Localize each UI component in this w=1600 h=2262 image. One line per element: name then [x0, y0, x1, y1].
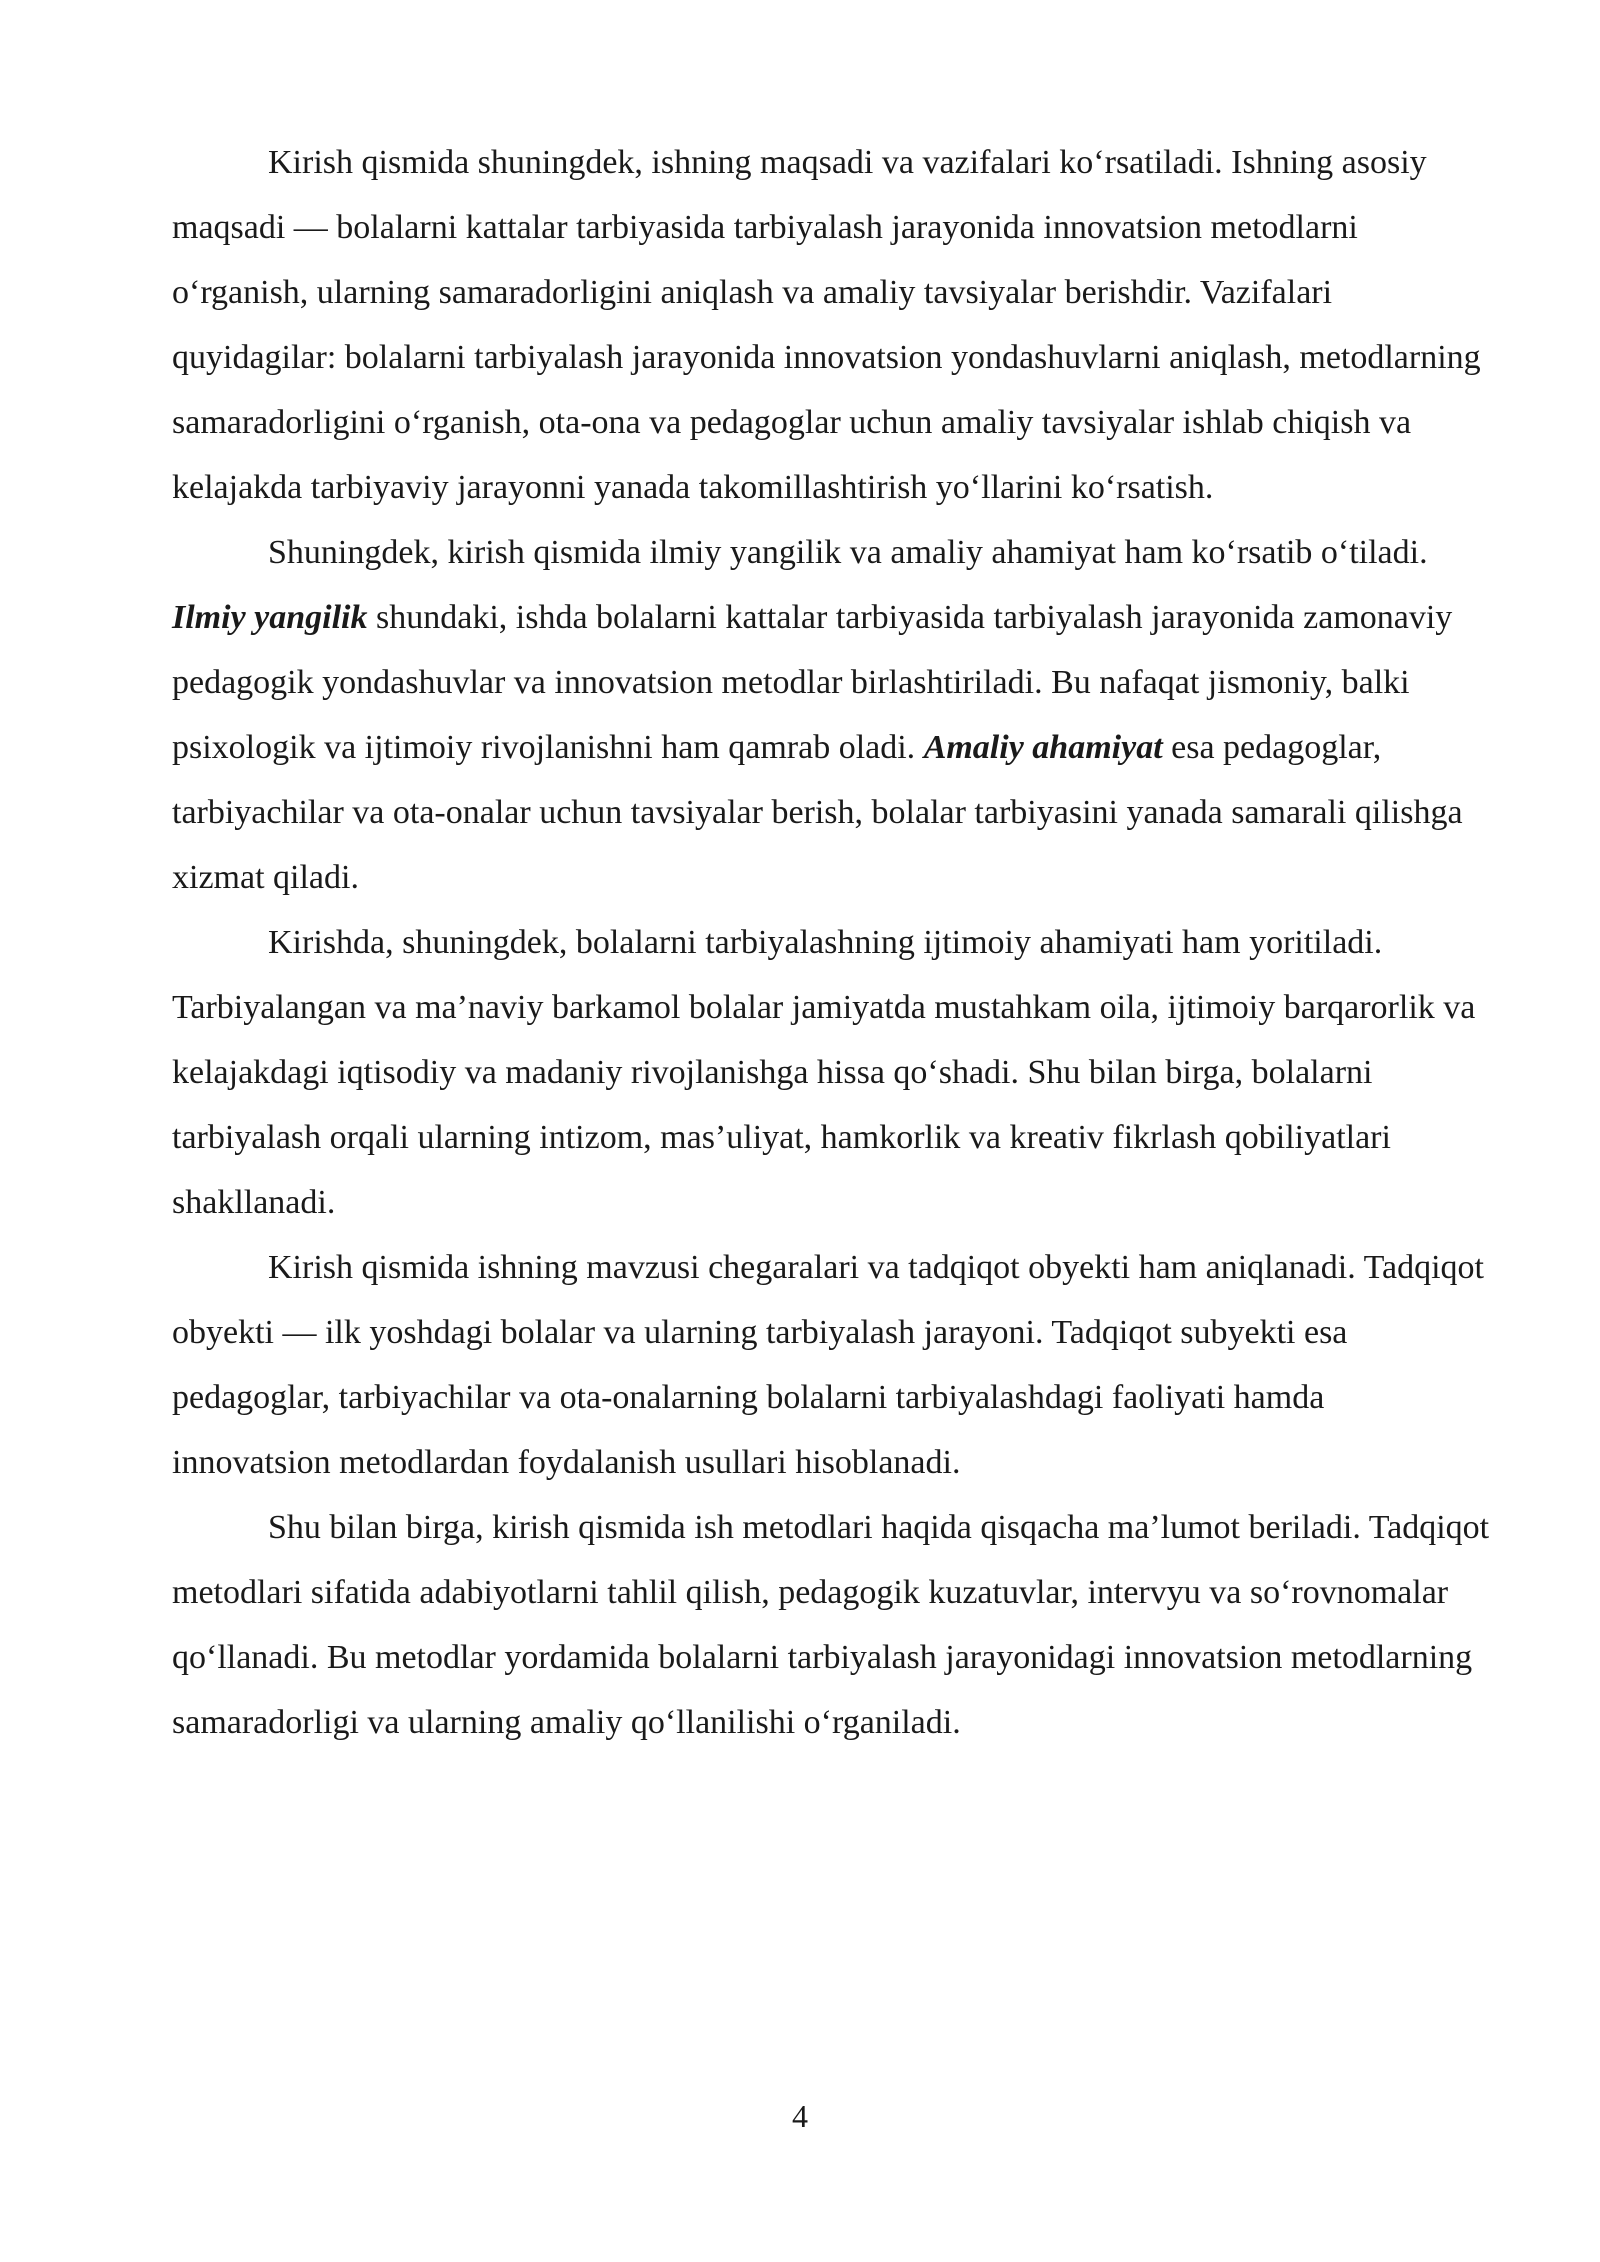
- paragraph-novelty-end: esa pedagoglar, tarbiyachilar va ota-onalar uchun tavsiyalar berish, bolalar tarbiyasini yanada samarali qilishga xizmat qiladi.: [172, 729, 1463, 896]
- paragraph-novelty: [172, 520, 1490, 910]
- paragraph-novelty-intro: Shuningdek, kirish qismida ilmiy yangilik va amaliy ahamiyat ham ko‘rsatib o‘tiladi.: [268, 534, 1428, 571]
- paragraph-goals: Kirish qismida shuningdek, ishning maqsadi va vazifalari ko‘rsatiladi. Ishning asosiy maqsadi — bolalarni kattalar tarbiyasida tarbiyalash jarayonida innovatsion metodlarni o‘rganish, ularning samaradorligini aniqlash va amaliy tavsiyalar berishdir. Vazifalari quyidagilar: bolalarni tarbiyalash jarayonida innovatsion yondashuvlarni aniqlash, metodlarning samaradorligini o‘rganish, ota-ona va pedagoglar uchun amaliy tavsiyalar ishlab chiqish va kelajakda tarbiyaviy jarayonni yanada takomillashtirish yo‘llarini ko‘rsatish.: [172, 144, 1481, 506]
- paragraph-social-importance: Kirishda, shuningdek, bolalarni tarbiyalashning ijtimoiy ahamiyati ham yoritiladi. Tarbiyalangan va ma’naviy barkamol bolalar jamiyatda mustahkam oila, ijtimoiy barqarorlik va kelajakdagi iqtisodiy va madaniy rivojlanishga hissa qo‘shadi. Shu bilan birga, bolalarni tarbiyalash orqali ularning intizom, mas’uliyat, hamkorlik va kreativ fikrlash qobiliyatlari shakllanadi.: [172, 924, 1476, 1221]
- page-number: 4: [792, 2098, 808, 2134]
- paragraph-novelty-middle: shundaki, ishda bolalarni kattalar tarbiyasida tarbiyalash jarayonida zamonaviy pedagogik yondashuvlar va innovatsion metodlar birlashtiriladi. Bu nafaqat jismoniy, balki psixologik va ijtimoiy rivojlanishni ham qamrab oladi.: [172, 599, 1453, 766]
- term-ilmiy-yangilik: Ilmiy yangilik: [172, 599, 368, 636]
- paragraph-methods: Shu bilan birga, kirish qismida ish metodlari haqida qisqacha ma’lumot beriladi. Tadqiqot metodlari sifatida adabiyotlarni tahlil qilish, pedagogik kuzatuvlar, intervyu va so‘rovnomalar qo‘llanadi. Bu metodlar yordamida bolalarni tarbiyalash jarayonidagi innovatsion metodlarning samaradorligi va ularning amaliy qo‘llanilishi o‘rganiladi.: [172, 1509, 1490, 1741]
- body-text: [172, 130, 1490, 1755]
- paragraph-research-object: Kirish qismida ishning mavzusi chegaralari va tadqiqot obyekti ham aniqlanadi. Tadqiqot obyekti — ilk yoshdagi bolalar va ularning tarbiyalash jarayoni. Tadqiqot subyekti esa pedagoglar, tarbiyachilar va ota-onalarning bolalarni tarbiyalashdagi faoliyati hamda innovatsion metodlardan foydalanish usullari hisoblanadi.: [172, 1249, 1484, 1481]
- term-amaliy-ahamiyat: Amaliy ahamiyat: [923, 729, 1163, 766]
